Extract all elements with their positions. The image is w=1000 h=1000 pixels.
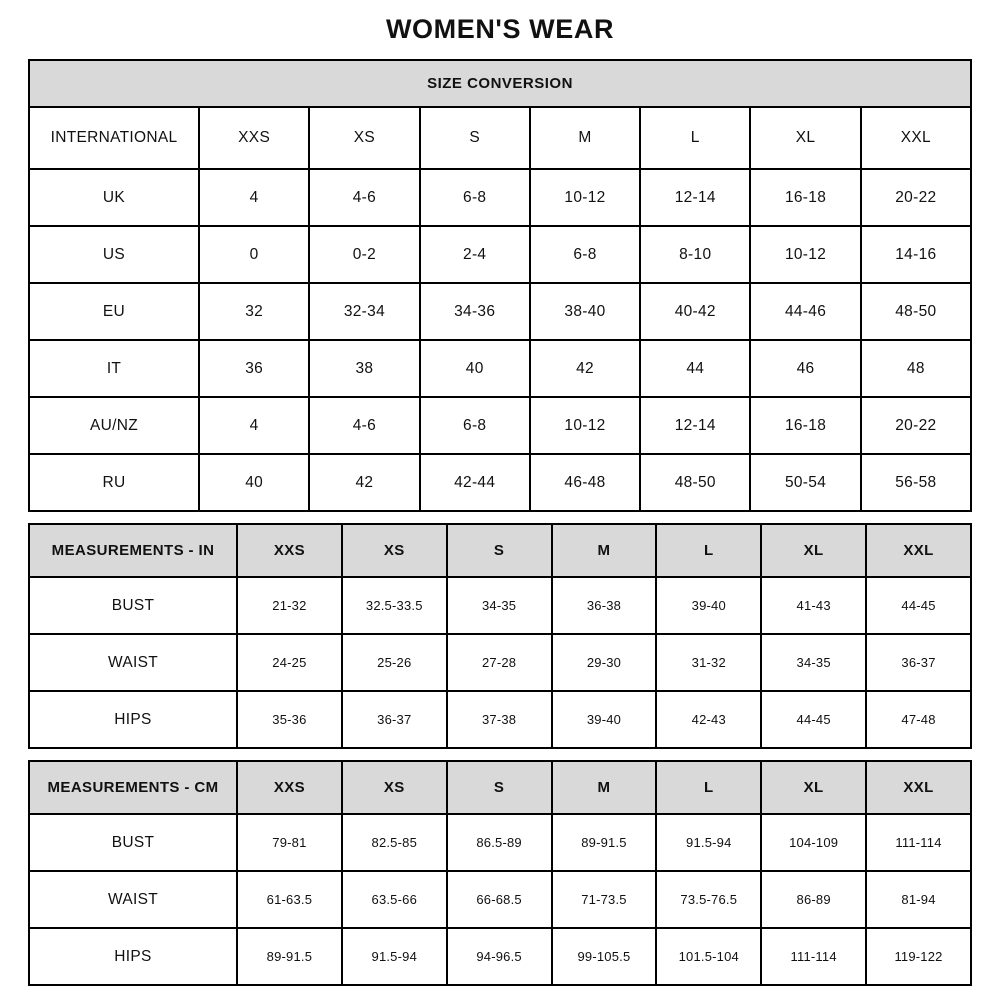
- measurements-cm-value-hips-m: 99-105.5: [552, 928, 657, 985]
- measurements-cm-row-bust: [29, 814, 971, 871]
- size-column-header-s: S: [420, 107, 530, 169]
- measurements-cm-column-header-xxl: XXL: [866, 761, 971, 814]
- measurements-cm-value-hips-l: 101.5-104: [656, 928, 761, 985]
- size-value-us-s: 2-4: [420, 226, 530, 283]
- size-conversion-table: [28, 59, 972, 512]
- region-label-eu: EU: [29, 283, 199, 340]
- region-label-it: IT: [29, 340, 199, 397]
- measurements-in-value-bust-xl: 41-43: [761, 577, 866, 634]
- measurements-in-header-row: [29, 524, 971, 577]
- measurements-cm-head: [29, 761, 971, 814]
- measurements-cm-column-header-xxs: XXS: [237, 761, 342, 814]
- size-conversion-row-au-nz: [29, 397, 971, 454]
- measurements-in-column-header-m: M: [552, 524, 657, 577]
- size-value-it-m: 42: [530, 340, 640, 397]
- size-value-it-xxl: 48: [861, 340, 971, 397]
- measurements-in-value-waist-s: 27-28: [447, 634, 552, 691]
- size-value-au-nz-s: 6-8: [420, 397, 530, 454]
- size-conversion-title-row: [29, 60, 971, 107]
- measurements-in-value-waist-xxs: 24-25: [237, 634, 342, 691]
- measurements-cm-value-bust-xxs: 79-81: [237, 814, 342, 871]
- size-value-eu-xl: 44-46: [750, 283, 860, 340]
- size-value-au-nz-xs: 4-6: [309, 397, 419, 454]
- measurements-cm-header-row: [29, 761, 971, 814]
- size-value-eu-m: 38-40: [530, 283, 640, 340]
- size-value-eu-xxs: 32: [199, 283, 309, 340]
- measurements-in-table: [28, 523, 972, 749]
- measurements-in-value-hips-xxl: 47-48: [866, 691, 971, 748]
- size-value-ru-xxs: 40: [199, 454, 309, 511]
- measurements-cm-value-hips-s: 94-96.5: [447, 928, 552, 985]
- size-conversion-title: SIZE CONVERSION: [29, 60, 971, 107]
- measurements-cm-value-hips-xl: 111-114: [761, 928, 866, 985]
- measurements-cm-column-header-s: S: [447, 761, 552, 814]
- measurements-in-label-bust: BUST: [29, 577, 237, 634]
- size-value-uk-xl: 16-18: [750, 169, 860, 226]
- measurements-cm-value-waist-m: 71-73.5: [552, 871, 657, 928]
- measurements-in-value-bust-xxl: 44-45: [866, 577, 971, 634]
- size-value-ru-xs: 42: [309, 454, 419, 511]
- measurements-cm-column-header-m: M: [552, 761, 657, 814]
- measurements-cm-value-bust-xl: 104-109: [761, 814, 866, 871]
- size-conversion-row-us: [29, 226, 971, 283]
- measurements-cm-value-waist-xl: 86-89: [761, 871, 866, 928]
- size-value-ru-xxl: 56-58: [861, 454, 971, 511]
- measurements-in-value-bust-xs: 32.5-33.5: [342, 577, 447, 634]
- page-title: WOMEN'S WEAR: [385, 14, 615, 44]
- size-value-uk-xxl: 20-22: [861, 169, 971, 226]
- size-value-us-xs: 0-2: [309, 226, 419, 283]
- size-value-uk-m: 10-12: [530, 169, 640, 226]
- size-value-uk-s: 6-8: [420, 169, 530, 226]
- size-value-us-xxs: 0: [199, 226, 309, 283]
- size-column-header-xxs: XXS: [199, 107, 309, 169]
- measurements-in-column-header-xs: XS: [342, 524, 447, 577]
- measurements-in-column-header-xl: XL: [761, 524, 866, 577]
- measurements-cm-value-bust-m: 89-91.5: [552, 814, 657, 871]
- measurements-in-value-bust-s: 34-35: [447, 577, 552, 634]
- size-chart-page: [28, 0, 972, 986]
- size-column-header-international: INTERNATIONAL: [29, 107, 199, 169]
- measurements-in-label-waist: WAIST: [29, 634, 237, 691]
- measurements-cm-title: MEASUREMENTS - CM: [29, 761, 237, 814]
- size-column-header-xs: XS: [309, 107, 419, 169]
- size-value-eu-xs: 32-34: [309, 283, 419, 340]
- measurements-cm-body: [29, 814, 971, 985]
- region-label-au-nz: AU/NZ: [29, 397, 199, 454]
- size-value-ru-m: 46-48: [530, 454, 640, 511]
- measurements-in-value-bust-l: 39-40: [656, 577, 761, 634]
- measurements-in-body: [29, 577, 971, 748]
- measurements-in-value-hips-s: 37-38: [447, 691, 552, 748]
- region-label-uk: UK: [29, 169, 199, 226]
- measurements-in-value-waist-xxl: 36-37: [866, 634, 971, 691]
- size-value-ru-s: 42-44: [420, 454, 530, 511]
- measurements-cm-value-bust-xs: 82.5-85: [342, 814, 447, 871]
- measurements-cm-value-hips-xs: 91.5-94: [342, 928, 447, 985]
- size-value-au-nz-xxl: 20-22: [861, 397, 971, 454]
- size-value-eu-xxl: 48-50: [861, 283, 971, 340]
- measurements-cm-value-waist-xs: 63.5-66: [342, 871, 447, 928]
- measurements-cm-value-waist-s: 66-68.5: [447, 871, 552, 928]
- size-column-header-xl: XL: [750, 107, 860, 169]
- size-conversion-row-ru: [29, 454, 971, 511]
- size-conversion-row-uk: [29, 169, 971, 226]
- size-value-it-s: 40: [420, 340, 530, 397]
- measurements-cm-label-waist: WAIST: [29, 871, 237, 928]
- size-value-ru-l: 48-50: [640, 454, 750, 511]
- size-column-header-xxl: XXL: [861, 107, 971, 169]
- measurements-in-column-header-l: L: [656, 524, 761, 577]
- measurements-cm-label-hips: HIPS: [29, 928, 237, 985]
- measurements-in-value-waist-xs: 25-26: [342, 634, 447, 691]
- size-conversion-row-it: [29, 340, 971, 397]
- measurements-cm-row-hips: [29, 928, 971, 985]
- measurements-cm-value-hips-xxs: 89-91.5: [237, 928, 342, 985]
- size-value-eu-l: 40-42: [640, 283, 750, 340]
- size-value-us-m: 6-8: [530, 226, 640, 283]
- size-value-uk-xxs: 4: [199, 169, 309, 226]
- measurements-in-value-waist-xl: 34-35: [761, 634, 866, 691]
- measurements-in-row-hips: [29, 691, 971, 748]
- size-value-au-nz-l: 12-14: [640, 397, 750, 454]
- measurements-in-value-hips-xxs: 35-36: [237, 691, 342, 748]
- measurements-in-value-hips-m: 39-40: [552, 691, 657, 748]
- measurements-in-head: [29, 524, 971, 577]
- measurements-in-column-header-s: S: [447, 524, 552, 577]
- measurements-cm-value-hips-xxl: 119-122: [866, 928, 971, 985]
- measurements-in-row-bust: [29, 577, 971, 634]
- size-value-uk-l: 12-14: [640, 169, 750, 226]
- measurements-cm-row-waist: [29, 871, 971, 928]
- measurements-in-title: MEASUREMENTS - IN: [29, 524, 237, 577]
- size-value-eu-s: 34-36: [420, 283, 530, 340]
- size-value-us-xl: 10-12: [750, 226, 860, 283]
- size-value-us-l: 8-10: [640, 226, 750, 283]
- measurements-cm-column-header-xl: XL: [761, 761, 866, 814]
- measurements-cm-label-bust: BUST: [29, 814, 237, 871]
- measurements-cm-value-waist-xxl: 81-94: [866, 871, 971, 928]
- size-value-au-nz-xxs: 4: [199, 397, 309, 454]
- measurements-in-label-hips: HIPS: [29, 691, 237, 748]
- measurements-cm-value-waist-l: 73.5-76.5: [656, 871, 761, 928]
- size-conversion-columns-row: [29, 107, 971, 169]
- measurements-cm-value-bust-xxl: 111-114: [866, 814, 971, 871]
- size-value-ru-xl: 50-54: [750, 454, 860, 511]
- region-label-us: US: [29, 226, 199, 283]
- measurements-cm-value-bust-s: 86.5-89: [447, 814, 552, 871]
- measurements-in-column-header-xxl: XXL: [866, 524, 971, 577]
- size-value-it-xl: 46: [750, 340, 860, 397]
- size-value-au-nz-m: 10-12: [530, 397, 640, 454]
- size-value-au-nz-xl: 16-18: [750, 397, 860, 454]
- measurements-in-value-hips-l: 42-43: [656, 691, 761, 748]
- measurements-in-value-waist-m: 29-30: [552, 634, 657, 691]
- size-conversion-body: [29, 107, 971, 511]
- measurements-cm-column-header-xs: XS: [342, 761, 447, 814]
- measurements-cm-table: [28, 760, 972, 986]
- measurements-in-value-waist-l: 31-32: [656, 634, 761, 691]
- measurements-in-value-bust-xxs: 21-32: [237, 577, 342, 634]
- size-column-header-m: M: [530, 107, 640, 169]
- size-value-it-xxs: 36: [199, 340, 309, 397]
- measurements-in-column-header-xxs: XXS: [237, 524, 342, 577]
- size-conversion-row-eu: [29, 283, 971, 340]
- measurements-cm-column-header-l: L: [656, 761, 761, 814]
- measurements-cm-value-waist-xxs: 61-63.5: [237, 871, 342, 928]
- measurements-in-value-bust-m: 36-38: [552, 577, 657, 634]
- measurements-in-value-hips-xl: 44-45: [761, 691, 866, 748]
- size-value-us-xxl: 14-16: [861, 226, 971, 283]
- size-column-header-l: L: [640, 107, 750, 169]
- size-value-uk-xs: 4-6: [309, 169, 419, 226]
- size-value-it-xs: 38: [309, 340, 419, 397]
- measurements-in-value-hips-xs: 36-37: [342, 691, 447, 748]
- measurements-cm-value-bust-l: 91.5-94: [656, 814, 761, 871]
- region-label-ru: RU: [29, 454, 199, 511]
- size-value-it-l: 44: [640, 340, 750, 397]
- measurements-in-row-waist: [29, 634, 971, 691]
